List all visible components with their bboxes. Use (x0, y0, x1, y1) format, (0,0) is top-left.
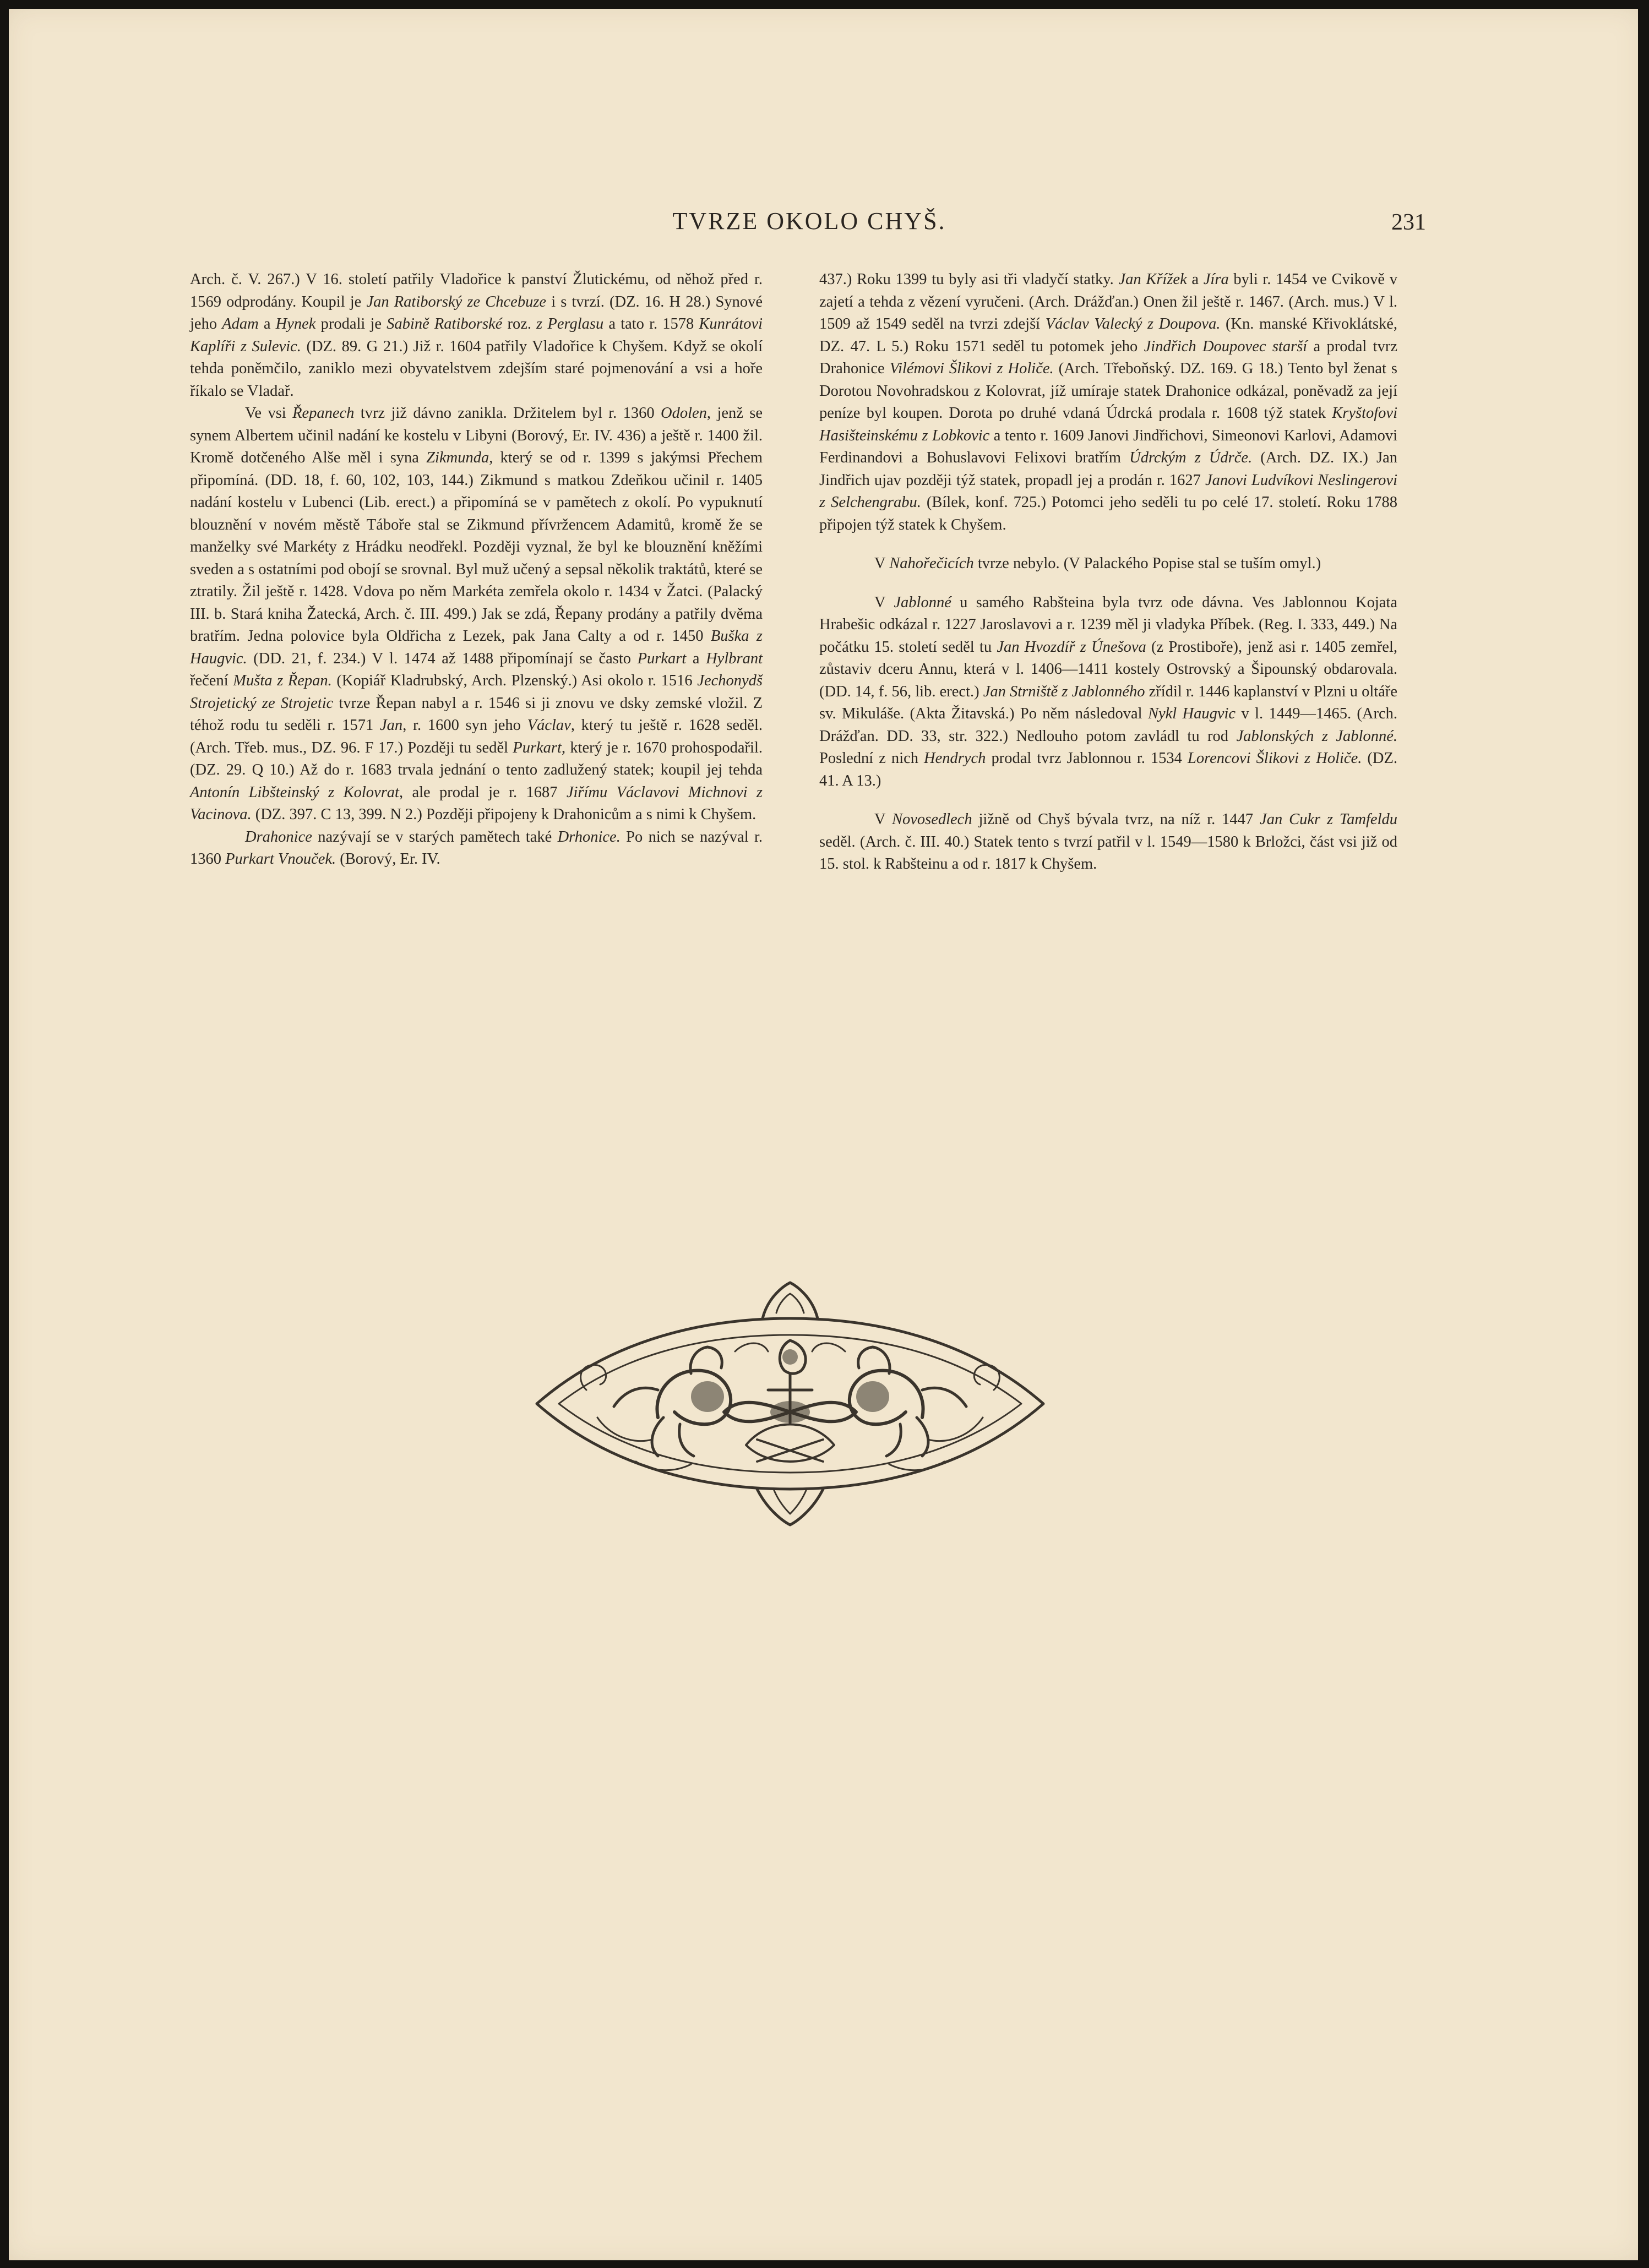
right-text-column (819, 269, 1397, 876)
paragraph-novosedly: V Novosedlech jižně od Chyš bývala tvrz, na níž r. 1447 Jan Cukr z Tamfeldu seděl. (Arch. č. III. 40.) Statek tento s tvrzí patřil v l. 1549—1580 k Brložci, část vsi již od 15. stol. k Rabšteinu a od r. 1817 k Chyšem. (819, 811, 1397, 873)
heraldic-vignette-icon (526, 1280, 1054, 1528)
paragraph-vladorice: Arch. č. V. 267.) V 16. století patřily Vladořice k panství Žlutickému, od něhož před r. 1569 odprodány. Koupil je Jan Ratiborský ze Chcebuze i s tvrzí. (DZ. 16. H 28.) Synové jeho Adam a Hynek prodali je Sabině Ratiborské roz. z Perglasu a tato r. 1578 Kunrátovi Kaplíři z Sulevic. (DZ. 89. G 21.) Již r. 1604 patřily Vladořice k Chyšem. Když se okolí tehda poněmčilo, zaniklo mezi obyvatelstvem zdejším staré pojmenování a vsi a hoře říkalo se Vladař. (190, 271, 763, 400)
paragraph-drahonice-continued: 437.) Roku 1399 tu byly asi tři vladyčí statky. Jan Křížek a Jíra byli r. 1454 ve Cvikově v zajetí a tehda z vězení vyručeni. (Arch. Drážďan.) Onen žil ještě r. 1467. (Arch. mus.) V l. 1509 až 1549 seděl na tvrzi zdejší Václav Valecký z Doupova. (Kn. manské Křivoklátské, DZ. 47. L 5.) Roku 1571 seděl tu potomek jeho Jindřich Doupovec starší a prodal tvrz Drahonice Vilémovi Šlikovi z Holiče. (Arch. Třeboňský. DZ. 169. G 18.) Tento byl ženat s Dorotou Novohradskou z Kolovrat, jíž umíraje statek Drahonice odkázal, poněvadž za její peníze byl koupen. Dorota po druhé vdaná Údrcká prodala r. 1608 týž statek Kryštofovi Hasišteinskému z Lobkovic a tento r. 1609 Janovi Jindřichovi, Simeonovi Karlovi, Adamovi Ferdinandovi a Bohuslavovi Felixovi bratřím Údrckým z Údrče. (Arch. DZ. IX.) Jan Jindřich ujav později týž statek, propadl jej a prodán r. 1627 Janovi Ludvíkovi Neslingerovi z Selchengrabu. (Bílek, konf. 725.) Potomci jeho seděli tu po celé 17. století. Roku 1788 připojen týž statek k Chyšem. (819, 271, 1397, 533)
scan-border-top (0, 0, 1649, 9)
left-text-column (190, 269, 763, 871)
scan-border-left (0, 0, 9, 2268)
scan-border-right (1638, 0, 1649, 2268)
paragraph-jablonna: V Jablonné u samého Rabšteina byla tvrz ode dávna. Ves Jablonnou Kojata Hrabešic odkázal r. 1227 Jaroslavovi a r. 1239 měl ji vladyka Příbek. (Reg. I. 333, 449.) Na počátku 15. století seděl tu Jan Hvozdíř z Únešova (z Prostiboře), jenž asi r. 1405 zemřel, zůstaviv dceru Annu, která v l. 1406—1411 kostely Ostrovský a Šipounský obdarovala. (DD. 14, f. 56, lib. erect.) Jan Strniště z Jablonného zřídil r. 1446 kaplanství v Plzni u oltáře sv. Mikuláše. (Akta Žitavská.) Po něm následoval Nykl Haugvic v l. 1449—1465. (Arch. Drážďan. DD. 33, str. 322.) Nedlouho potom zavládl tu rod Jablonských z Jablonné. Poslední z nich Hendrych prodal tvrz Jablonnou r. 1534 Lorencovi Šlikovi z Holiče. (DZ. 41. A 13.) (819, 593, 1398, 789)
page-number: 231 (1391, 210, 1426, 235)
paragraph-nahorecice: V Nahořečicích tvrze nebylo. (V Palackého Popise stal se tuším omyl.) (874, 555, 1321, 572)
paragraph-drahonice: Drahonice nazývají se v starých pamětech také Drhonice. Po nich se nazýval r. 1360 Purkart Vnouček. (Borový, Er. IV. (190, 828, 763, 868)
paragraph-repany: Ve vsi Řepanech tvrz již dávno zanikla. Držitelem byl r. 1360 Odolen, jenž se synem Albertem učinil nadání ke kostelu v Libyni (Borový, Er. IV. 436) a ještě r. 1400 žil. Kromě dotčeného Alše měl i syna Zikmunda, který se od r. 1399 s jakýmsi Přechem připomíná. (DD. 18, f. 60, 102, 103, 144.) Zikmund s matkou Zdeňkou učinil r. 1405 nadání kostelu v Lubenci (Lib. erect.) a připomíná se v pamětech z okolí. Po vypuknutí blouznění v novém městě Táboře stal se Zikmund přívržencem Adamitů, kromě že se manželky své Markéty z Hrádku neodřekl. Později vyznal, že byl ke blouznění kněžími sveden a s ostatními pod obojí se srovnal. Byl muž učený a sepsal několik traktátů, které se ztratily. Žil ještě r. 1428. Vdova po něm Markéta zemřela okolo r. 1434 v Žatci. (Palacký III. b. Stará kniha Žatecká, Arch. č. III. 499.) Jak se zdá, Řepany prodány a patřily dvěma bratřím. Jedna polovice byla Oldřicha z Lezek, pak Jana Calty a od r. 1450 Buška z Haugvic. (DD. 21, f. 234.) V l. 1474 až 1488 připomínají se často Purkart a Hylbrant řečení Mušta z Řepan. (Kopiář Kladrubský, Arch. Plzenský.) Asi okolo r. 1516 Jechonydš Strojetický ze Strojetic tvrze Řepan nabyl a r. 1546 si ji znovu ve dsky zemské vložil. Z téhož rodu tu seděli r. 1571 Jan, r. 1600 syn jeho Václav, který tu ještě r. 1628 seděl. (Arch. Třeb. mus., DZ. 96. F 17.) Později tu seděl Purkart, který je r. 1670 prohospodařil. (DZ. 29. Q 10.) Až do r. 1683 trvala jednání o tento zadlužený statek; koupil jej tehda Antonín Libšteinský z Kolovrat, ale prodal je r. 1687 Jiřímu Václavovi Michnovi z Vacinova. (DZ. 397. C 13, 399. N 2.) Později připojeny k Drahonicům a s nimi k Chyšem. (190, 405, 763, 823)
running-header-title: TVRZE OKOLO CHYŠ. (672, 208, 946, 235)
scan-border-bottom (0, 2260, 1649, 2268)
